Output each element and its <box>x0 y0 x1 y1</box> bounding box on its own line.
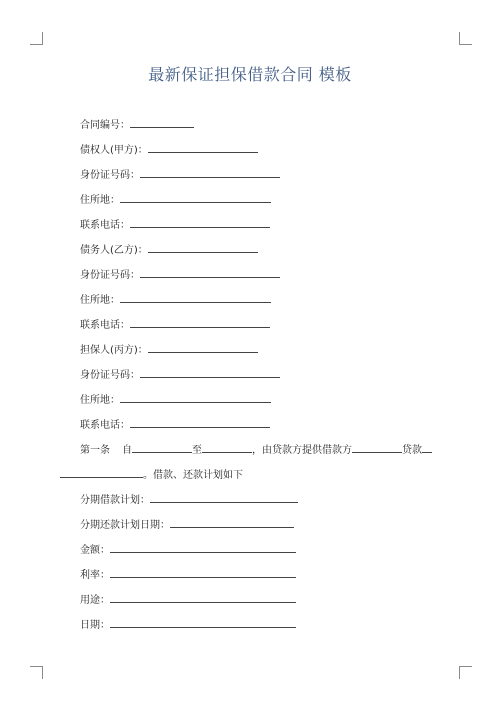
field-label: 担保人(丙方)： <box>80 345 148 356</box>
article-plan-text: 。借款、还款计划如下 <box>143 470 243 481</box>
field-guarantor-id <box>80 366 280 380</box>
field-creditor-address <box>80 191 271 205</box>
field-debtor-id <box>80 266 280 280</box>
field-label: 债务人(乙方)： <box>80 245 148 256</box>
article-one-line-1 <box>80 441 432 455</box>
field-contract-number <box>80 116 194 130</box>
field-label: 住所地： <box>80 195 120 206</box>
field-blank[interactable] <box>140 266 280 278</box>
loan-amount-continued-blank[interactable] <box>60 466 143 478</box>
field-blank[interactable] <box>130 216 270 228</box>
field-label: 住所地： <box>80 395 120 406</box>
field-blank[interactable] <box>130 316 270 328</box>
field-guarantor <box>80 341 258 355</box>
field-blank[interactable] <box>130 416 270 428</box>
field-label: 债权人(甲方)： <box>80 145 148 156</box>
field-blank[interactable] <box>140 166 280 178</box>
field-debtor-address <box>80 291 271 305</box>
field-blank[interactable] <box>120 391 271 403</box>
field-interest-rate <box>80 566 296 580</box>
field-blank[interactable] <box>148 241 258 253</box>
corner-mark-top-left <box>30 32 43 45</box>
field-blank[interactable] <box>170 516 294 528</box>
loan-amount-blank[interactable] <box>422 441 432 453</box>
article-to: 至 <box>192 445 202 456</box>
article-one-line-2 <box>60 466 243 480</box>
corner-mark-top-right <box>459 32 472 45</box>
field-blank[interactable] <box>120 191 271 203</box>
field-blank[interactable] <box>148 141 258 153</box>
corner-mark-bottom-left <box>30 666 43 679</box>
field-label: 身份证号码： <box>80 370 140 381</box>
field-blank[interactable] <box>130 116 194 128</box>
field-blank[interactable] <box>148 341 258 353</box>
article-lender-text: ，由贷款方提供借款方 <box>252 445 352 456</box>
field-label: 分期借款计划： <box>80 495 150 506</box>
field-blank[interactable] <box>140 366 280 378</box>
field-label: 利率： <box>80 570 110 581</box>
end-date-blank[interactable] <box>202 441 252 453</box>
field-label: 合同编号： <box>80 120 130 131</box>
field-blank[interactable] <box>120 291 271 303</box>
article-heading: 第一条 <box>80 445 110 456</box>
field-creditor-id <box>80 166 280 180</box>
start-date-blank[interactable] <box>132 441 192 453</box>
field-guarantor-phone <box>80 416 270 430</box>
field-installment-repay-date <box>80 516 294 530</box>
borrower-blank[interactable] <box>352 441 402 453</box>
field-label: 日期： <box>80 620 110 631</box>
field-blank[interactable] <box>150 491 298 503</box>
field-debtor <box>80 241 258 255</box>
article-from: 自 <box>122 445 132 456</box>
field-label: 分期还款计划日期： <box>80 520 170 531</box>
field-label: 联系电话： <box>80 320 130 331</box>
field-debtor-phone <box>80 316 270 330</box>
field-label: 用途： <box>80 595 110 606</box>
field-date <box>80 616 296 630</box>
field-label: 金额： <box>80 545 110 556</box>
field-label: 联系电话： <box>80 220 130 231</box>
field-blank[interactable] <box>110 591 296 603</box>
article-loan: 贷款 <box>402 445 422 456</box>
document-title: 最新保证担保借款合同 模板 <box>148 65 352 84</box>
field-label: 身份证号码： <box>80 170 140 181</box>
field-purpose <box>80 591 296 605</box>
field-label: 身份证号码： <box>80 270 140 281</box>
field-creditor <box>80 141 258 155</box>
field-label: 住所地： <box>80 295 120 306</box>
field-installment-borrow-plan <box>80 491 298 505</box>
field-label: 联系电话： <box>80 420 130 431</box>
field-guarantor-address <box>80 391 271 405</box>
corner-mark-bottom-right <box>459 666 472 679</box>
field-amount <box>80 541 296 555</box>
field-blank[interactable] <box>110 541 296 553</box>
field-blank[interactable] <box>110 566 296 578</box>
field-creditor-phone <box>80 216 270 230</box>
field-blank[interactable] <box>110 616 296 628</box>
